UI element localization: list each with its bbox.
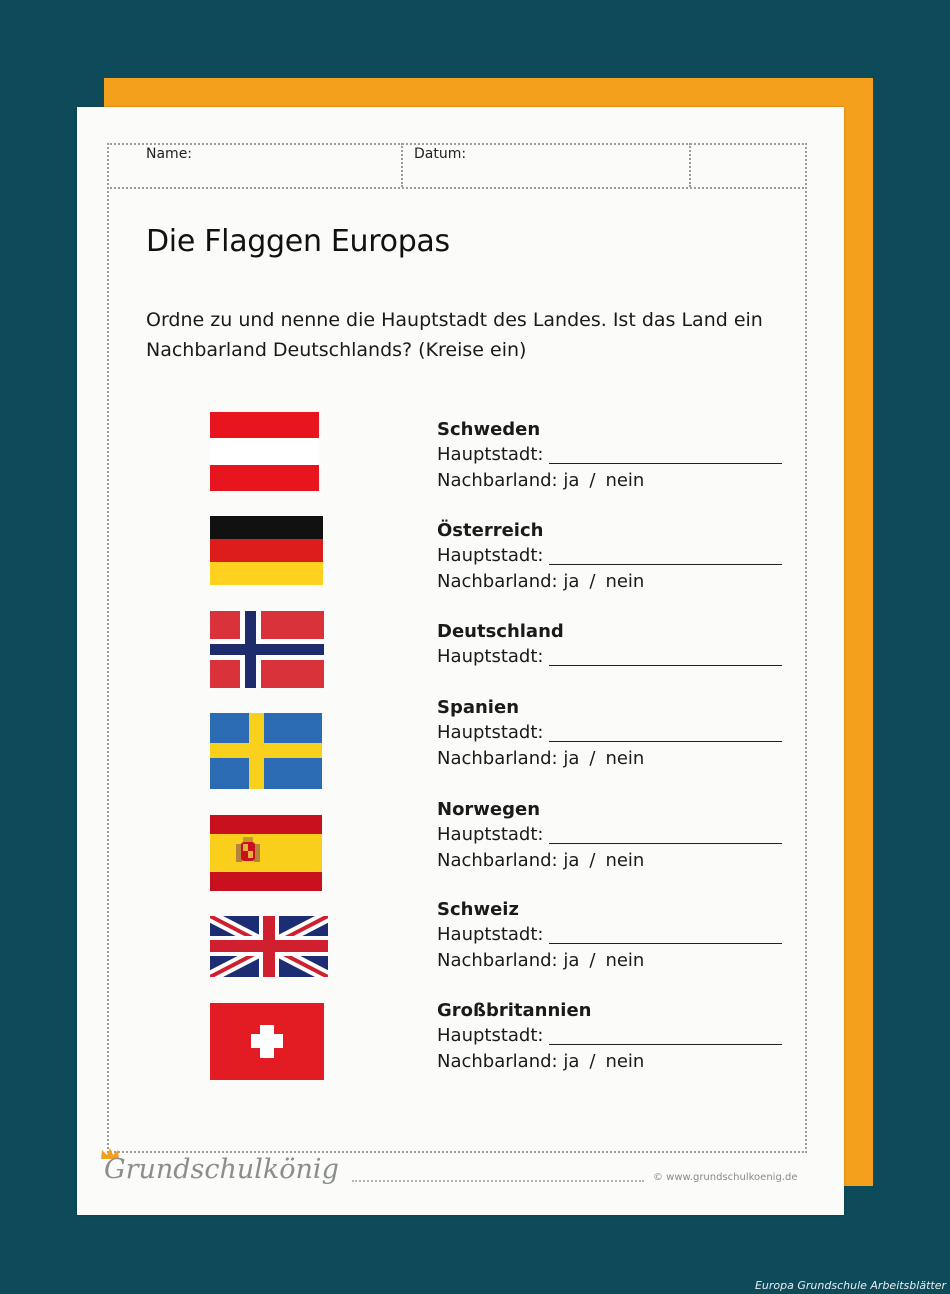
no-option[interactable]: nein — [605, 1051, 645, 1072]
switzerland-flag-icon — [210, 1003, 324, 1080]
country-name: Spanien — [437, 697, 520, 718]
country-name: Schweiz — [437, 899, 519, 920]
capital-answer-line[interactable] — [549, 445, 782, 464]
capital-label: Hauptstadt: — [437, 824, 544, 845]
country-entry — [437, 897, 782, 974]
germany-flag-icon — [210, 516, 323, 585]
neighbor-row — [437, 848, 782, 874]
instructions — [146, 305, 766, 365]
no-option[interactable]: nein — [605, 748, 645, 769]
header-top-line — [107, 143, 807, 145]
option-separator: / — [589, 1051, 596, 1072]
capital-answer-line[interactable] — [549, 647, 782, 666]
yes-option[interactable]: ja — [563, 748, 580, 769]
neighbor-row — [437, 948, 782, 974]
footer-dotted-line — [352, 1180, 644, 1182]
option-separator: / — [589, 470, 596, 491]
yes-option[interactable]: ja — [563, 950, 580, 971]
country-name: Österreich — [437, 520, 544, 541]
country-name: Deutschland — [437, 621, 564, 642]
instructions-line-1: Ordne zu und nenne die Hauptstadt des Landes. Ist das Land ein — [146, 309, 763, 331]
united-kingdom-flag-icon — [210, 916, 328, 977]
header-divider-1 — [401, 143, 403, 187]
capital-answer-line[interactable] — [549, 825, 782, 844]
country-entry — [437, 695, 782, 772]
neighbor-row — [437, 1049, 782, 1075]
date-label: Datum: — [414, 146, 467, 162]
capital-label: Hauptstadt: — [437, 924, 544, 945]
country-entry — [437, 619, 782, 670]
yes-option[interactable]: ja — [563, 571, 580, 592]
neighbor-label: Nachbarland: — [437, 950, 558, 971]
footer-url: © www.grundschulkoenig.de — [653, 1172, 798, 1183]
neighbor-label: Nachbarland: — [437, 571, 558, 592]
capital-answer-line[interactable] — [549, 925, 782, 944]
country-entry — [437, 518, 782, 595]
page-title: Die Flaggen Europas — [146, 224, 450, 259]
brand-logo: Grundschulkönig — [104, 1154, 339, 1185]
neighbor-row — [437, 569, 782, 595]
no-option[interactable]: nein — [605, 571, 645, 592]
instructions-line-2: Nachbarland Deutschlands? (Kreise ein) — [146, 339, 527, 361]
no-option[interactable]: nein — [605, 470, 645, 491]
neighbor-label: Nachbarland: — [437, 470, 558, 491]
capital-label: Hauptstadt: — [437, 444, 544, 465]
capital-row — [437, 644, 782, 670]
capital-row — [437, 720, 782, 746]
capital-label: Hauptstadt: — [437, 722, 544, 743]
capital-row — [437, 543, 782, 569]
austria-flag-icon — [210, 412, 319, 491]
country-name: Norwegen — [437, 799, 541, 820]
option-separator: / — [589, 748, 596, 769]
country-entry — [437, 998, 782, 1075]
neighbor-label: Nachbarland: — [437, 1051, 558, 1072]
country-entry — [437, 797, 782, 874]
capital-label: Hauptstadt: — [437, 545, 544, 566]
spain-flag-icon — [210, 815, 322, 891]
name-label: Name: — [146, 146, 193, 162]
capital-row — [437, 442, 782, 468]
header-bottom-line — [107, 187, 807, 189]
capital-label: Hauptstadt: — [437, 1025, 544, 1046]
country-name: Schweden — [437, 419, 541, 440]
neighbor-label: Nachbarland: — [437, 850, 558, 871]
option-separator: / — [589, 850, 596, 871]
neighbor-row — [437, 746, 782, 772]
country-name: Großbritannien — [437, 1000, 592, 1021]
capital-row — [437, 1023, 782, 1049]
image-caption: Europa Grundschule Arbeitsblätter — [754, 1279, 946, 1292]
header-divider-2 — [689, 143, 691, 187]
capital-label: Hauptstadt: — [437, 646, 544, 667]
no-option[interactable]: nein — [605, 850, 645, 871]
neighbor-label: Nachbarland: — [437, 748, 558, 769]
country-entry — [437, 417, 782, 494]
capital-row — [437, 922, 782, 948]
sweden-flag-icon — [210, 713, 322, 789]
option-separator: / — [589, 571, 596, 592]
option-separator: / — [589, 950, 596, 971]
no-option[interactable]: nein — [605, 950, 645, 971]
neighbor-row — [437, 468, 782, 494]
norway-flag-icon — [210, 611, 324, 688]
capital-answer-line[interactable] — [549, 546, 782, 565]
yes-option[interactable]: ja — [563, 850, 580, 871]
capital-answer-line[interactable] — [549, 723, 782, 742]
yes-option[interactable]: ja — [563, 1051, 580, 1072]
capital-answer-line[interactable] — [549, 1026, 782, 1045]
frame-bottom-line — [107, 1151, 807, 1153]
capital-row — [437, 822, 782, 848]
yes-option[interactable]: ja — [563, 470, 580, 491]
